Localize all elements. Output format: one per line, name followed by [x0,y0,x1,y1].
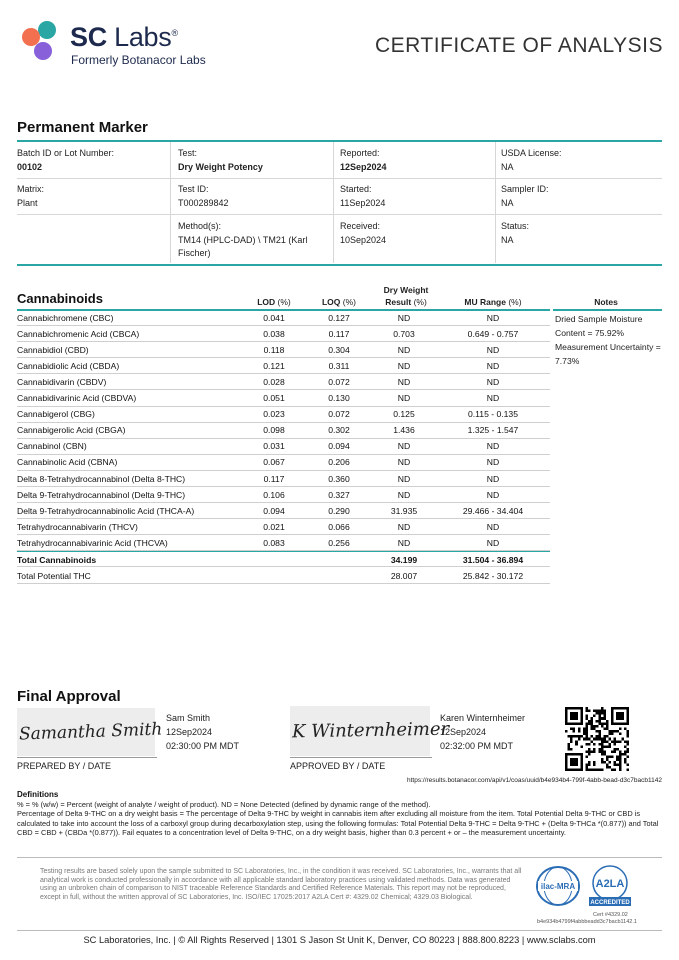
method-value: TM14 (HPLC-DAD) \ TM21 (Karl [178,235,308,245]
analyte-name: Tetrahydrocannabivarin (THCV) [17,521,138,532]
info-divider [333,142,334,263]
signature-approver-script: K Winternheimer [291,718,450,743]
cannabinoid-row [17,422,550,438]
reported-label: Reported: [340,148,380,158]
logo-wordmark: SC Labs® [70,22,178,52]
cannabinoid-row [17,454,550,470]
total-result: 34.199 [390,555,418,565]
analyte-name: Cannabichromene (CBC) [17,313,114,323]
col-header-result: Dry Weight Result (%) [383,285,429,307]
signature-line [17,757,157,758]
sampler-value: NA [501,198,514,208]
loq-value: 0.127 [328,313,350,323]
cannabinoid-row [17,503,550,519]
usda-label: USDA License: [501,148,562,158]
mu-range-value: 0.649 - 0.757 [467,329,519,340]
result-value: ND [397,489,411,500]
info-divider [170,142,171,263]
loq-value: 0.130 [328,393,350,404]
status-label: Status: [501,221,530,231]
result-value: ND [397,345,411,356]
approver-name: Karen Winternheimer [440,713,526,723]
ilac-mra-logo-icon [535,864,581,908]
notes-text: Dried Sample Moisture Content = 75.92% Measurement Uncertainty = 7.73% [555,314,661,366]
lod-value: 0.121 [263,361,285,372]
mu-range-value: ND [486,361,500,372]
lod-value: 0.106 [263,489,285,500]
mu-range-value: ND [486,537,500,548]
method-label: Method(s): [178,221,222,231]
total-mu: 31.504 - 36.894 [462,555,524,565]
lod-value: 0.083 [263,537,285,548]
cert-number: Cert #4329.02 [593,912,628,918]
method-value-cont: Fischer) [178,248,211,258]
prepared-by-label: PREPARED BY / DATE [17,761,112,771]
result-value: 1.436 [393,425,415,436]
analyte-name: Cannabichromenic Acid (CBCA) [17,329,140,340]
col-header-mu: MU Range (%) [464,297,522,307]
lod-value: 0.021 [263,521,285,532]
mu-range-value: 29.466 - 34.404 [462,505,524,516]
received-label: Received: [340,221,381,231]
batch-value: 00102 [17,162,43,172]
mu-range-value: ND [486,473,500,484]
analyte-name: Delta 8-Tetrahydrocannabinol (Delta 8-THC) [17,473,186,484]
cannabinoid-row [17,438,550,454]
result-value: 31.935 [390,505,418,516]
loq-value: 0.256 [328,537,350,548]
col-header-loq: LOQ (%) [321,297,357,307]
lod-value: 0.041 [263,313,285,323]
result-value: ND [397,457,411,468]
matrix-label: Matrix: [17,184,44,194]
analyte-name: Cannabidiolic Acid (CBDA) [17,361,120,372]
analyte-name: Cannabidiol (CBD) [17,345,89,356]
result-value: 0.125 [393,409,415,420]
cannabinoid-row [17,535,550,551]
result-value: ND [397,473,411,484]
cert-info [537,912,637,925]
total-thc-mu: 25.842 - 30.172 [462,571,524,581]
usda-value: NA [501,162,514,172]
mu-range-value: ND [486,313,500,323]
product-name: Permanent Marker [17,119,148,136]
result-value: ND [397,313,411,323]
cert-uuid: b4e934b4799f4abbbeadd3c7bacb1142.1 [537,918,637,925]
loq-value: 0.304 [328,345,350,356]
batch-label: Batch ID or Lot Number: [17,148,115,158]
definitions-body [17,800,663,838]
definitions-title: Definitions [17,790,59,799]
loq-value: 0.072 [328,377,350,388]
mu-range-value: 1.325 - 1.547 [467,425,519,436]
cannabinoid-row [17,487,550,503]
result-value: 0.703 [393,329,415,340]
received-value: 10Sep2024 [340,235,387,245]
preparer-name: Sam Smith [166,713,211,723]
qr-url[interactable]: https://results.botanacor.com/api/v1/coas/uuid/b4e934b4-799f-4abb-bead-d3c7bacb1142 [406,777,662,784]
disclaimer-text: Testing results are based solely upon the sample submitted to SC Laboratories, Inc., in the condition it was received. SC Laboratories, Inc., warrants that all analytical work is conducted professionally in accordance with all applicable standard laboratory practices using validated methods. Data was generated using an unbroken chain of comparison to NIST traceable Reference Standards and Certified Reference Materials. This report may not be reproduced, except in full, without the written approval of SC Laboratories, Inc. ISO/IEC 17025:2017 A2LA Cert #: 4329.02 Chemical; 4329.03 Biological. [40,868,522,901]
lod-value: 0.094 [263,505,285,516]
reported-value: 12Sep2024 [340,162,387,172]
definitions-line: Percentage of Delta 9-THC on a dry weight basis = The percentage of Delta 9-THC by weight in cannabis item after excluding all moisture from the item. Total Potential Delta 9-THC or CBD is calculated to take into account the loss of a carboxyl group during decarboxylation step, using the following formulas: Total Potential Delta 9-THC = Delta 9-THC + (Delta 9-THCa *(0.877)) and Total CBD = CBD + (CBDa *(0.877)). Fail equates to a concentration level of Delta 9-THC, on a dry weight basis, higher than 0.3 percent + or – the measurement uncertainty. [17,809,659,838]
analyte-name: Cannabinolic Acid (CBNA) [17,457,118,468]
logo-subtitle: Formerly Botanacor Labs [71,53,206,67]
result-value: ND [397,537,411,548]
loq-value: 0.302 [328,425,350,436]
status-value: NA [501,235,514,245]
testid-label: Test ID: [178,184,209,194]
mu-range-value: ND [486,441,500,452]
cannabinoid-row [17,310,550,326]
a2la-accredited-logo-icon [586,864,634,908]
mu-range-value: ND [486,393,500,404]
footer-text: SC Laboratories, Inc. | © All Rights Reserved | 1301 S Jason St Unit K, Denver, CO 80223 | 888.800.8223 | www.sclabs.com [83,935,596,945]
cannabinoid-row [17,358,550,374]
analyte-name: Delta 9-Tetrahydrocannabinol (Delta 9-THC) [17,489,186,500]
matrix-value: Plant [17,198,38,208]
col-header-notes: Notes [594,297,618,307]
analyte-name: Cannabigerolic Acid (CBGA) [17,425,126,436]
total-thc-row [17,568,550,584]
info-divider [495,142,496,263]
started-value: 11Sep2024 [340,198,386,208]
definitions-divider [17,857,662,858]
sc-labs-logo-icon [18,18,62,62]
loq-value: 0.066 [328,521,350,532]
cannabinoid-row [17,519,550,535]
loq-value: 0.360 [328,473,350,484]
info-bottom-divider [17,264,662,266]
info-row-divider [17,214,662,215]
header-divider [17,140,662,142]
loq-value: 0.290 [328,505,350,516]
test-label: Test: [178,148,198,158]
analyte-name: Cannabigerol (CBG) [17,409,95,420]
analyte-name: Cannabidivarinic Acid (CBDVA) [17,393,137,404]
mu-range-value: ND [486,457,500,468]
lod-value: 0.117 [263,473,285,484]
lod-value: 0.038 [263,329,285,340]
result-value: ND [397,361,411,372]
signature-preparer-script: Samantha Smith [18,719,163,745]
loq-value: 0.327 [328,489,350,500]
accredited-label: ACCREDITED [590,900,630,906]
mu-range-value: ND [486,489,500,500]
cannabinoid-row [17,406,550,422]
result-value: ND [397,441,411,452]
analyte-name: Cannabidivarin (CBDV) [17,377,107,388]
analyte-name: Tetrahydrocannabivarinic Acid (THCVA) [17,537,168,548]
mu-range-value: ND [486,377,500,388]
final-approval-title: Final Approval [17,688,121,705]
lod-value: 0.028 [263,377,285,388]
mu-range-value: ND [486,345,500,356]
test-value: Dry Weight Potency [178,162,263,172]
col-header-lod: LOD (%) [257,297,291,307]
loq-value: 0.311 [328,361,350,372]
document-title: CERTIFICATE OF ANALYSIS [374,34,663,57]
lod-value: 0.051 [263,393,285,404]
cannabinoid-row [17,471,550,487]
total-thc-name: Total Potential THC [17,571,91,581]
mu-range-value: ND [486,521,500,532]
qr-code-icon[interactable] [565,707,629,771]
preparer-time: 02:30:00 PM MDT [166,741,240,751]
total-thc-result: 28.007 [390,571,418,581]
approver-time: 02:32:00 PM MDT [440,741,514,751]
notes-header-divider [553,309,662,311]
cannabinoid-row [17,326,550,342]
total-name: Total Cannabinoids [17,555,97,565]
mu-range-value: 0.115 - 0.135 [467,409,518,420]
result-value: ND [397,377,411,388]
result-value: ND [397,393,411,404]
total-cannabinoids-row [17,551,550,567]
loq-value: 0.094 [328,441,350,452]
lod-value: 0.118 [263,345,285,356]
approved-by-label: APPROVED BY / DATE [290,761,386,771]
loq-value: 0.117 [328,329,350,340]
lod-value: 0.098 [263,425,285,436]
cannabinoid-row [17,390,550,406]
lod-value: 0.023 [263,409,285,420]
preparer-date: 12Sep2024 [166,727,213,737]
result-value: ND [397,521,411,532]
a2la-label: A2LA [595,878,625,890]
analyte-name: Cannabinol (CBN) [17,441,87,452]
cannabinoid-row [17,374,550,390]
approver-date: 12Sep2024 [440,727,487,737]
ilac-label: ilac-MRA [540,882,576,891]
loq-value: 0.072 [328,409,350,420]
cannabinoids-title: Cannabinoids [17,291,103,306]
analyte-name: Delta 9-Tetrahydrocannabinolic Acid (THCA-A) [17,505,195,516]
info-row-divider [17,178,662,179]
cannabinoid-row [17,342,550,358]
lod-value: 0.067 [263,457,285,468]
signature-line [290,757,432,758]
definitions-line: % = % (w/w) = Percent (weight of analyte / weight of product). ND = None Detected (defined by dynamic range of the method). [17,800,431,809]
testid-value: T000289842 [178,198,229,208]
footer-divider [17,930,662,931]
started-label: Started: [340,184,372,194]
lod-value: 0.031 [263,441,285,452]
loq-value: 0.206 [328,457,350,468]
sampler-label: Sampler ID: [501,184,549,194]
